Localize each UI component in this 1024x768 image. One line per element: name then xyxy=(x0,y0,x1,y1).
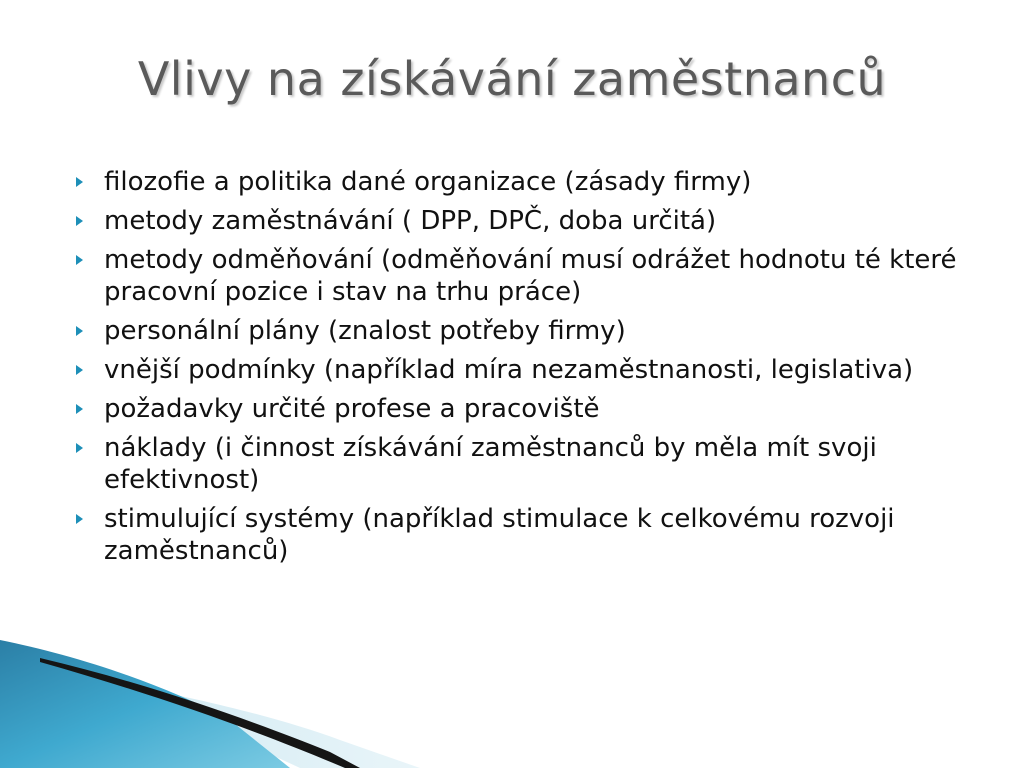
bullet-arrow-icon xyxy=(76,326,83,336)
bullet-list xyxy=(72,166,972,574)
bullet-text: požadavky určité profese a pracoviště xyxy=(104,394,600,424)
bullet-text: náklady (i činnost získávání zaměstnanců by měla mít svoji efektivnost) xyxy=(104,433,877,495)
bullet-text: stimulující systémy (například stimulace k celkovému rozvoji zaměstnanců) xyxy=(104,504,895,566)
bullet-item xyxy=(72,244,972,308)
bullet-text: metody zaměstnávání ( DPP, DPČ, doba určitá) xyxy=(104,206,717,236)
bullet-item xyxy=(72,393,972,425)
bullet-item xyxy=(72,503,972,567)
bullet-text: filozofie a politika dané organizace (zásady firmy) xyxy=(104,167,752,197)
bullet-item xyxy=(72,315,972,347)
bullet-item xyxy=(72,354,972,386)
bullet-arrow-icon xyxy=(76,514,83,524)
corner-swoosh-decoration xyxy=(0,640,1024,768)
bullet-arrow-icon xyxy=(76,255,83,265)
slide-title: Vlivy na získávání zaměstnanců xyxy=(137,52,887,106)
bullet-text: metody odměňování (odměňování musí odrážet hodnotu té které pracovní pozice i stav na trhu práce) xyxy=(104,245,957,307)
bullet-item xyxy=(72,205,972,237)
bullet-arrow-icon xyxy=(76,404,83,414)
bullet-item xyxy=(72,166,972,198)
bullet-arrow-icon xyxy=(76,216,83,226)
bullet-text: personální plány (znalost potřeby firmy) xyxy=(104,316,626,346)
bullet-arrow-icon xyxy=(76,177,83,187)
bullet-text: vnější podmínky (například míra nezaměstnanosti, legislativa) xyxy=(104,355,914,385)
bullet-arrow-icon xyxy=(76,443,83,453)
bullet-arrow-icon xyxy=(76,365,83,375)
bullet-item xyxy=(72,432,972,496)
